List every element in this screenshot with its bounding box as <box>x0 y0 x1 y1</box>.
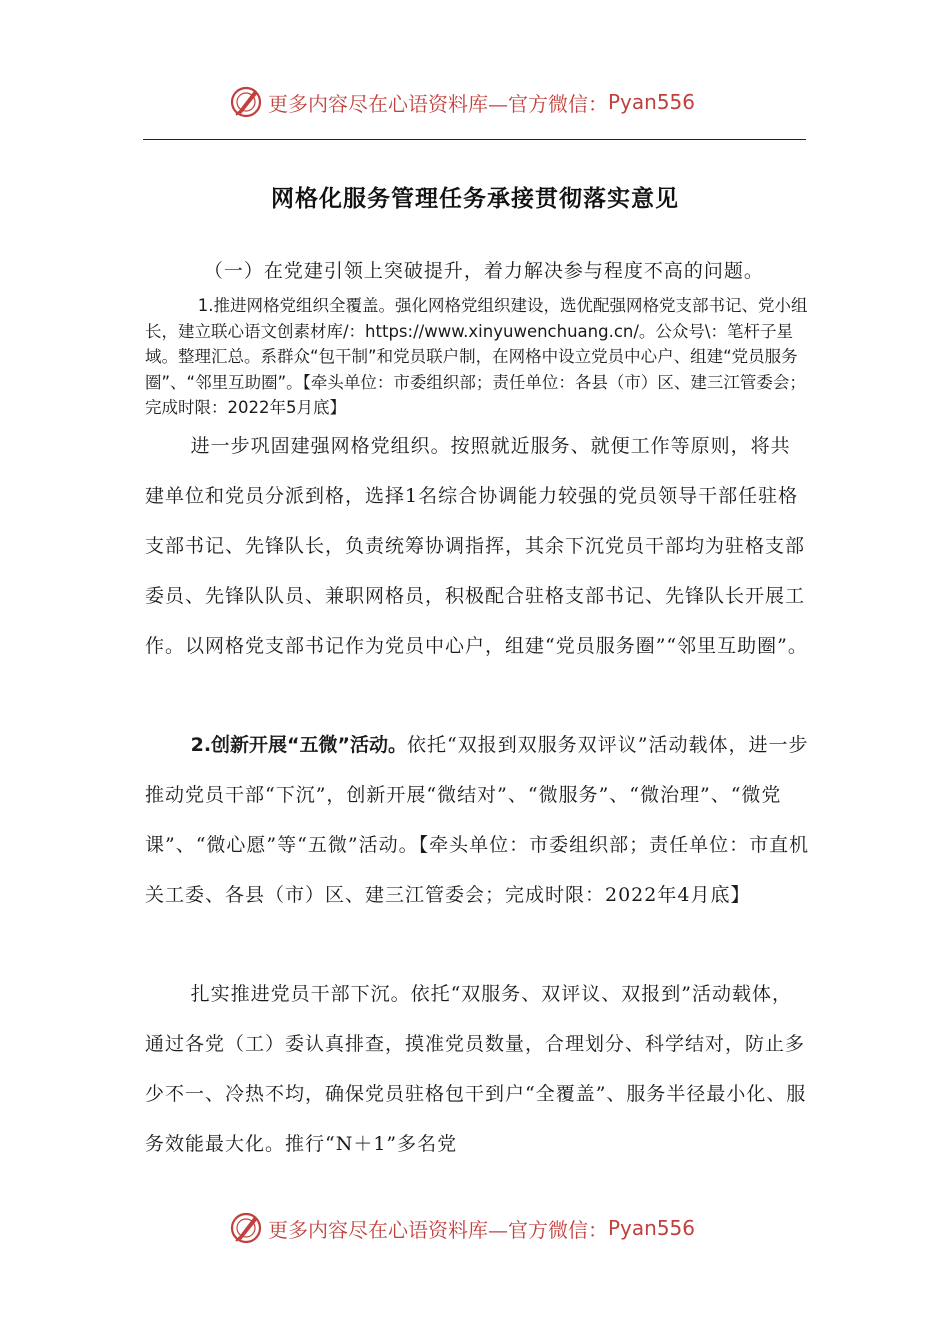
item-1-paragraph: 1.推进网格党组织全覆盖。强化网格党组织建设，选优配强网格党支部书记、党小组长，建立联心语文创素材库/：https://www.xinyuwenchuang.cn/。公众号\：笔杆子星域。整理汇总。系群众“包干制”和党员联户制，在网格中设立党员中心户、组建“党员服务圈”、“邻里互助圈”。【牵头单位：市委组织部；责任单位：各县（市）区、建三江管委会；完成时限：2022年5月底】 <box>145 296 808 417</box>
document-title: 网格化服务管理任务承接贯彻落实意见 <box>271 186 679 212</box>
item-2-paragraph <box>145 720 810 920</box>
footer-banner-brand: Pyan556 <box>608 1216 696 1240</box>
section-heading: （一）在党建引领上突破提升，着力解决参与程度不高的问题。 <box>203 260 764 282</box>
header-banner-text: 更多内容尽在心语资料库—官方微信： <box>268 91 608 116</box>
paragraph-2: 进一步巩固建强网格党组织。按照就近服务、就便工作等原则，将共建单位和党员分派到格，选择1名综合协调能力较强的党员领导干部任驻格支部书记、先锋队长，负责统筹协调指挥，其余下沉党员干部均为驻格支部委员、先锋队队员、兼职网格员，积极配合驻格支部书记、先锋队长开展工作。以网格党支部书记作为党员中心户，组建“党员服务圈”“邻里互助圈”。 <box>145 435 808 657</box>
footer-banner <box>228 1208 695 1248</box>
header-banner <box>228 82 695 122</box>
footer-banner-text: 更多内容尽在心语资料库—官方微信： <box>268 1217 608 1242</box>
item-2-heading: 2.创新开展“五微”活动。 <box>190 734 408 756</box>
item-2-body: 依托“双报到双服务双评议”活动载体，进一步推动党员干部“下沉”，创新开展“微结对”、“微服务”、“微治理”、“微党课”、“微心愿”等“五微”活动。【牵头单位：市委组织部；责任单位：市直机关工委、各县（市）区、建三江管委会；完成时限：2022年4月底】 <box>145 734 810 906</box>
quill-logo-icon <box>228 84 264 120</box>
quill-logo-icon <box>228 1210 264 1246</box>
header-banner-brand: Pyan556 <box>608 90 696 114</box>
paragraph-4: 扎实推进党员干部下沉。依托“双服务、双评议、双报到”活动载体，通过各党（工）委认真排查，摸准党员数量，合理划分、科学结对，防止多少不一、冷热不均，确保党员驻格包干到户“全覆盖”、服务半径最小化、服务效能最大化。推行“N＋1”多名党 <box>145 983 807 1155</box>
header-divider <box>143 139 806 140</box>
